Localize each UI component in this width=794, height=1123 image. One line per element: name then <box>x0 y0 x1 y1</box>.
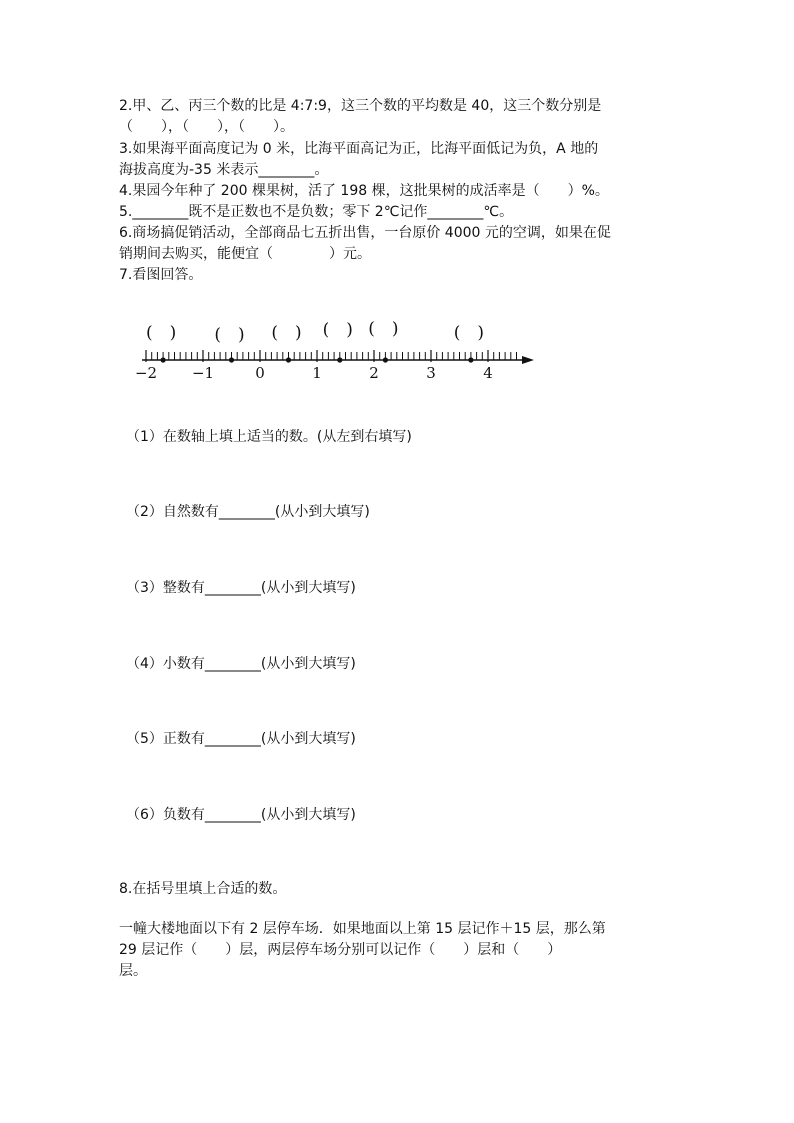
q6-line1: 6.商场搞促销活动，全部商品七五折出售，一台原价 4000 元的空调，如果在促 <box>119 225 611 241</box>
tick-label: 4 <box>483 364 493 382</box>
answer-bracket: ( ) <box>145 323 177 343</box>
q7-sub5: （5）正数有________(从小到大填写) <box>126 731 356 747</box>
tick-label: 0 <box>255 364 265 382</box>
number-line-point <box>468 357 473 362</box>
q4-line1: 4.果园今年种了 200 棵果树，活了 198 棵，这批果树的成活率是（ ）%。 <box>119 183 609 199</box>
q7-sub3: （3）整数有________(从小到大填写) <box>126 580 356 596</box>
tick-label: 2 <box>369 364 379 382</box>
q7-sub6: （6）负数有________(从小到大填写) <box>126 807 356 823</box>
tick-label: 1 <box>312 364 322 382</box>
answer-bracket: ( ) <box>368 319 399 339</box>
q6-line2: 销期间去购买，能便宜（ ）元。 <box>119 246 371 262</box>
q7-sub2: （2）自然数有________(从小到大填写) <box>126 504 370 520</box>
q7-sub4: （4）小数有________(从小到大填写) <box>126 656 356 672</box>
q8-title: 8.在括号里填上合适的数。 <box>119 881 287 897</box>
number-line-point <box>286 357 291 362</box>
q2-line2: （ ），（ ），（ ）。 <box>119 119 294 135</box>
tick-label: −2 <box>134 364 158 382</box>
tick-label: −1 <box>191 364 215 382</box>
q3-line1: 3.如果海平面高度记为 0 米，比海平面高记为正，比海平面低记为负，A 地的 <box>119 141 599 157</box>
q2-line1: 2.甲、乙、丙三个数的比是 4:7:9，这三个数的平均数是 40，这三个数分别是 <box>119 98 602 114</box>
answer-bracket: ( ) <box>322 320 353 340</box>
number-line-svg <box>120 316 550 386</box>
q8-line3: 层。 <box>119 963 147 979</box>
number-line-point <box>383 357 388 362</box>
q3-line2: 海拔高度为-35 米表示________。 <box>119 162 329 178</box>
answer-bracket: ( ) <box>453 323 485 343</box>
number-line-point <box>229 357 234 362</box>
number-line-arrow <box>522 356 534 364</box>
answer-bracket: ( ) <box>214 325 245 345</box>
tick-label: 3 <box>426 364 436 382</box>
answer-bracket: ( ) <box>271 323 302 343</box>
number-line-point <box>161 357 166 362</box>
number-line-figure <box>120 316 550 390</box>
q7-title: 7.看图回答。 <box>119 267 203 283</box>
q8-line2: 29 层记作（ ）层，两层停车场分别可以记作（ ）层和（ ） <box>119 942 562 958</box>
number-line-point <box>337 357 342 362</box>
q5-line1: 5.________既不是正数也不是负数；零下 2℃记作________℃。 <box>119 204 514 220</box>
q7-sub1: （1）在数轴上填上适当的数。(从左到右填写) <box>126 429 412 445</box>
q8-line1: 一幢大楼地面以下有 2 层停车场．如果地面以上第 15 层记作＋15 层，那么第 <box>119 921 606 937</box>
